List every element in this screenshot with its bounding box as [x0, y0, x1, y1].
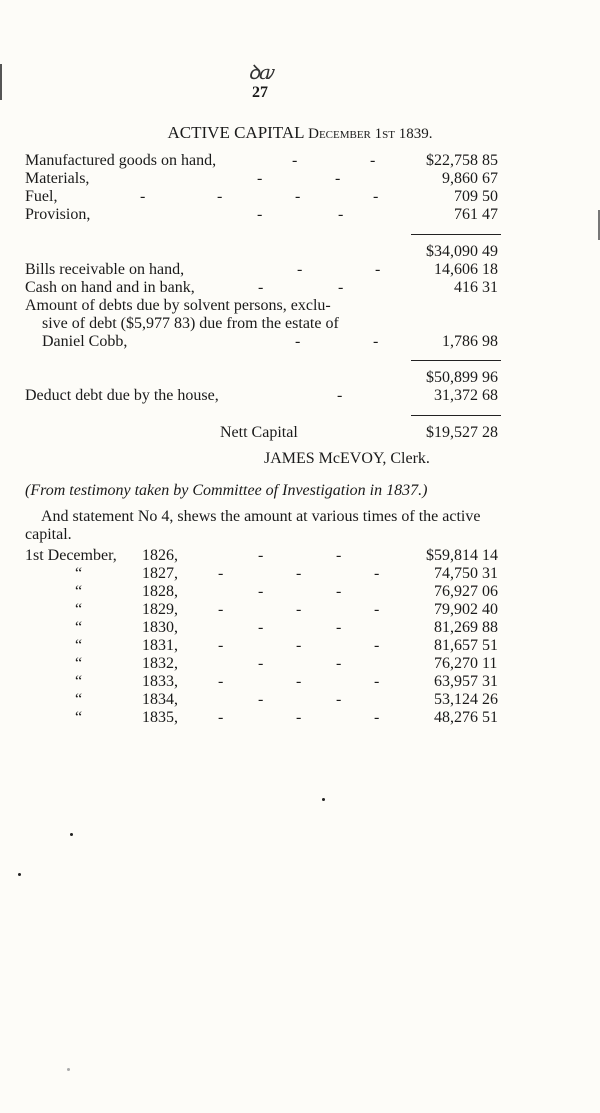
statement-row: [0, 333, 600, 351]
sum-rule: [411, 234, 501, 235]
history-year: 1834,: [142, 691, 178, 708]
row-cents: 40: [482, 601, 498, 618]
row-dollars: 31,372: [434, 387, 478, 404]
row-cents: 49: [482, 243, 498, 260]
leader-dash: -: [258, 619, 264, 636]
leader-dash: -: [257, 206, 263, 223]
history-year: 1829,: [142, 601, 178, 618]
sum-rule: [411, 415, 501, 416]
history-year: 1828,: [142, 583, 178, 600]
ditto-mark: “: [75, 619, 83, 636]
leader-dash: -: [257, 170, 263, 187]
margin-mark: [0, 64, 2, 100]
subtotal-row: [0, 369, 600, 387]
row-cents: 51: [482, 709, 498, 726]
leader-dash: -: [218, 565, 224, 582]
leader-dash: -: [375, 261, 381, 278]
leader-dash: -: [218, 637, 224, 654]
leader-dash: -: [296, 565, 302, 582]
row-label: Bills receivable on hand,: [25, 261, 185, 278]
history-year: 1826,: [142, 547, 178, 564]
row-cents: 88: [482, 619, 498, 636]
leader-dash: -: [218, 601, 224, 618]
row-cents: 18: [482, 261, 498, 278]
leader-dash: -: [336, 583, 342, 600]
row-cents: 50: [482, 188, 498, 205]
statement-row: [0, 188, 600, 206]
row-cents: 14: [482, 547, 498, 564]
leader-dash: -: [292, 152, 298, 169]
history-row: [0, 637, 600, 655]
statement-row: [0, 387, 600, 405]
leader-dash: -: [337, 387, 343, 404]
row-label: Provision,: [25, 206, 91, 223]
leader-dash: -: [373, 333, 379, 350]
leader-dash: -: [374, 637, 380, 654]
row-cents: 96: [482, 369, 498, 386]
history-year: 1833,: [142, 673, 178, 690]
page-title: [0, 123, 600, 143]
clerk-signature: JAMES McEVOY, Clerk.: [264, 450, 430, 467]
leader-dash: -: [217, 188, 223, 205]
leader-dash: -: [373, 188, 379, 205]
history-year: 1835,: [142, 709, 178, 726]
leader-dash: -: [374, 673, 380, 690]
ditto-mark: “: [75, 565, 83, 582]
leader-dash: -: [258, 547, 264, 564]
row-dollars: $22,758: [426, 152, 478, 169]
row-cents: 31: [482, 565, 498, 582]
history-year: 1827,: [142, 565, 178, 582]
leader-dash: -: [218, 709, 224, 726]
row-cents: 98: [482, 333, 498, 350]
history-row: [0, 691, 600, 709]
handwritten-mark: ꝺꜹ: [248, 62, 274, 84]
statement-row: [0, 152, 600, 170]
row-dollars: 81,269: [434, 619, 478, 636]
row-label: sive of debt ($5,977 83) due from the estate of: [42, 315, 339, 332]
leader-dash: -: [296, 637, 302, 654]
row-dollars: 709: [454, 188, 478, 205]
page-number: 27: [252, 84, 268, 101]
ink-speck: [322, 798, 325, 801]
history-year: 1830,: [142, 619, 178, 636]
ditto-mark: “: [75, 637, 83, 654]
ditto-mark: “: [75, 673, 83, 690]
row-cents: 85: [482, 152, 498, 169]
row-cents: 67: [482, 170, 498, 187]
leader-dash: -: [338, 206, 344, 223]
ditto-mark: “: [75, 655, 83, 672]
row-cents: 28: [482, 424, 498, 441]
row-cents: 06: [482, 583, 498, 600]
leader-dash: -: [140, 188, 146, 205]
leader-dash: -: [296, 673, 302, 690]
row-dollars: 9,860: [442, 170, 478, 187]
leader-dash: -: [296, 601, 302, 618]
ditto-mark: “: [75, 709, 83, 726]
subtotal-row: [0, 243, 600, 261]
ditto-mark: “: [75, 691, 83, 708]
row-dollars: 14,606: [434, 261, 478, 278]
row-dollars: $34,090: [426, 243, 478, 260]
nett-capital-row: [0, 424, 600, 442]
leader-dash: -: [297, 261, 303, 278]
row-dollars: 1,786: [442, 333, 478, 350]
row-label: Amount of debts due by solvent persons, exclu-: [25, 297, 331, 314]
row-dollars: 81,657: [434, 637, 478, 654]
history-row: [0, 547, 600, 565]
row-dollars: 53,124: [434, 691, 478, 708]
row-dollars: 416: [454, 279, 478, 296]
history-year: 1832,: [142, 655, 178, 672]
row-label: Deduct debt due by the house,: [25, 387, 219, 404]
row-label: Fuel,: [25, 188, 58, 205]
title-main: ACTIVE CAPITAL: [167, 123, 304, 142]
leader-dash: -: [338, 279, 344, 296]
row-dollars: $19,527: [426, 424, 478, 441]
row-cents: 31: [482, 279, 498, 296]
statement-row: [0, 206, 600, 224]
history-row: [0, 709, 600, 727]
title-date: December 1st 1839.: [308, 126, 433, 142]
row-cents: 26: [482, 691, 498, 708]
row-cents: 68: [482, 387, 498, 404]
history-row: [0, 601, 600, 619]
ink-speck: [18, 873, 21, 876]
testimony-intro: And statement No 4, shews the amount at various times of the active capital.: [25, 508, 481, 543]
history-year: 1831,: [142, 637, 178, 654]
row-cents: 47: [482, 206, 498, 223]
row-dollars: 74,750: [434, 565, 478, 582]
leader-dash: -: [374, 709, 380, 726]
testimony-source: (From testimony taken by Committee of Investigation in 1837.): [25, 482, 428, 499]
row-dollars: 79,902: [434, 601, 478, 618]
leader-dash: -: [336, 691, 342, 708]
leader-dash: -: [258, 583, 264, 600]
leader-dash: -: [336, 655, 342, 672]
ditto-mark: “: [75, 601, 83, 618]
ditto-mark: “: [75, 583, 83, 600]
history-row: [0, 619, 600, 637]
row-dollars: 48,276: [434, 709, 478, 726]
row-cents: 31: [482, 673, 498, 690]
leader-dash: -: [295, 188, 301, 205]
row-dollars: $50,899: [426, 369, 478, 386]
ink-speck: [70, 833, 73, 836]
leader-dash: -: [258, 279, 264, 296]
row-cents: 11: [482, 655, 498, 672]
history-prefix: 1st December,: [25, 547, 117, 564]
statement-row: [0, 261, 600, 279]
row-label: Daniel Cobb,: [42, 333, 128, 350]
leader-dash: -: [335, 170, 341, 187]
statement-row: [0, 297, 600, 315]
ink-speck: [67, 1068, 70, 1071]
row-label: Manufactured goods on hand,: [25, 152, 217, 169]
leader-dash: -: [218, 673, 224, 690]
leader-dash: -: [258, 691, 264, 708]
leader-dash: -: [374, 565, 380, 582]
row-dollars: 761: [454, 206, 478, 223]
statement-row: [0, 315, 600, 333]
row-dollars: $59,814: [426, 547, 478, 564]
row-cents: 51: [482, 637, 498, 654]
leader-dash: -: [295, 333, 301, 350]
row-dollars: 76,927: [434, 583, 478, 600]
leader-dash: -: [258, 655, 264, 672]
row-label: Cash on hand and in bank,: [25, 279, 195, 296]
statement-row: [0, 279, 600, 297]
leader-dash: -: [370, 152, 376, 169]
leader-dash: -: [374, 601, 380, 618]
row-dollars: 76,270: [434, 655, 478, 672]
statement-row: [0, 170, 600, 188]
leader-dash: -: [336, 547, 342, 564]
sum-rule: [411, 360, 501, 361]
leader-dash: -: [296, 709, 302, 726]
leader-dash: -: [336, 619, 342, 636]
history-row: [0, 565, 600, 583]
row-label: Materials,: [25, 170, 90, 187]
row-dollars: 63,957: [434, 673, 478, 690]
history-row: [0, 673, 600, 691]
history-row: [0, 583, 600, 601]
nett-label: Nett Capital: [220, 424, 298, 441]
history-row: [0, 655, 600, 673]
